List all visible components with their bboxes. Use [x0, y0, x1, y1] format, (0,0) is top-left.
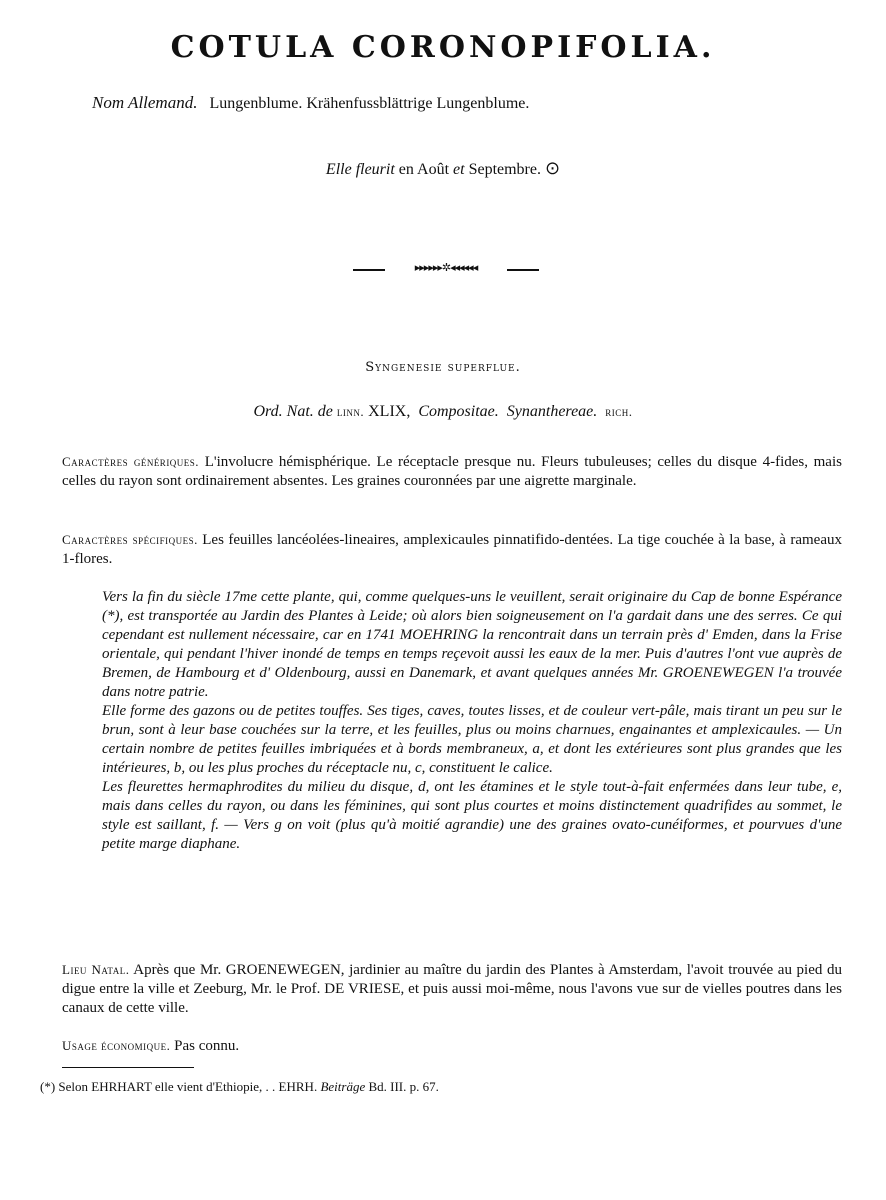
- habitat: [62, 960, 842, 1018]
- description: [102, 588, 842, 854]
- german-names-text: Lungenblume. Krähenfussblättrige Lungenblume.: [209, 95, 530, 112]
- flowering-rest-1: en Août: [394, 161, 454, 178]
- specific-characters: [62, 530, 842, 569]
- ord-family-2: Synanthereae.: [506, 403, 598, 420]
- german-names-label: Nom Allemand.: [92, 93, 198, 112]
- footnote-ref: Beiträge: [320, 1079, 366, 1094]
- class-heading: Syngenesie superflue.: [365, 360, 521, 375]
- footnote-rule: [62, 1067, 194, 1068]
- description-paragraph-morphology: Elle forme des gazons ou de petites touffes. Ses tiges, caves, toutes lisses, et de couleur vert-pâle, mais tirant un peu sur le brun, sont à leur base couchées sur la terre, et les feuilles, plus ou moins charnues, engainantes et amplexicaules. — Un certain nombre de petites feuilles imbriquées et à bords membraneux, a, et dont les extérieures sont plus grandes que les intérieures, b, ou les plus proches du réceptacle nu, c, constituent le calice.: [102, 703, 842, 776]
- ornament-icon: ▸▸▸▸▸▸✲◂◂◂◂◂◂: [414, 261, 478, 274]
- description-paragraph-history: Vers la fin du siècle 17me cette plante, qui, comme quelques-uns le veuillent, serait originaire du Cap de bonne Espérance (*), est transportée au Jardin des Plantes à Leide; où alors bien soigneusement on l'a gardait dans une des serres. Ce qui cependant est nullement nécessaire, car en 1741 MOEHRING la rencontrait dans un terrain près d' Emden, dans la Frise orientale, qui pendant l'hiver inondé de temps en temps reçevoit aussi les eaux de la mer. Puis d'autres l'ont vue auprès de Bremen, de Hambourg et d' Oldenbourg, aussi en Danemark, et avant quelques années Mr. GROENEWEGEN l'a trouvée dans notre patrie.: [102, 589, 842, 700]
- ord-rich: rich.: [605, 404, 633, 419]
- usage-label: Usage économique.: [62, 1038, 171, 1053]
- description-paragraph-flowers: Les fleurettes hermaphrodites du milieu du disque, d, ont les étamines et le style tout-à-fait enfermées dans leur tube, e, mais dans celles du rayon, ou dans les féminines, qui sont plus courtes et moins distinctement quadrifides au sommet, le style est saillant, f. — Vers g on voit (plus qu'à moitié agrandie) une des graines ovato-cunéiformes, et pourvues d'une petite marge diaphane.: [102, 779, 842, 852]
- ord-number: XLIX,: [364, 403, 411, 420]
- footnote-rest: Bd. III. p. 67.: [365, 1079, 439, 1094]
- flowering-et: et: [453, 161, 465, 178]
- footnote-mark: (*): [40, 1079, 56, 1094]
- economic-usage: [62, 1036, 842, 1056]
- ord-label: Ord. Nat. de: [253, 403, 333, 420]
- flowering-prefix: Elle fleurit: [325, 161, 395, 178]
- flowering-rest-2: Septembre.: [464, 161, 545, 178]
- specific-label: Caractères spécifiques.: [62, 532, 198, 547]
- generic-characters: [62, 452, 842, 491]
- ord-family-1: Compositae.: [418, 403, 499, 420]
- habitat-label: Lieu Natal.: [62, 962, 130, 977]
- generic-text: L'involucre hémisphérique. Le réceptacle presque nu. Fleurs tubuleuses; celles du disque 4-fides, mais celles du rayon sont ordinairement absentes. Les graines couronnées par une aigrette marginale.: [62, 454, 842, 489]
- flowering-line: [0, 158, 886, 179]
- usage-text: Pas connu.: [170, 1038, 240, 1054]
- ornament-divider: [353, 261, 539, 276]
- footnote-text: Selon EHRHART elle vient d'Ethiopie, . . EHRH.: [55, 1079, 321, 1094]
- footnote: [40, 1079, 840, 1095]
- page-title: COTULA CORONOPIFOLIA.: [170, 30, 716, 65]
- habitat-text: Après que Mr. GROENEWEGEN, jardinier au maître du jardin des Plantes à Amsterdam, l'avoit trouvée au pied du digue entre la ville et Zeeburg, Mr. le Prof. DE VRIESE, et puis aussi moi-même, nous l'avons vue sur de vielles poutres dans les canaux de cette ville.: [62, 962, 842, 1016]
- ord-linn: linn.: [336, 404, 365, 419]
- generic-label: Caractères génériques.: [62, 454, 200, 469]
- specific-text: Les feuilles lancéolées-lineaires, amplexicaules pinnatifido-dentées. La tige couchée à la base, à rameaux 1-flores.: [62, 532, 842, 567]
- german-names: [92, 93, 852, 113]
- natural-order-line: [0, 403, 886, 421]
- annual-symbol-icon: ⊙: [544, 158, 561, 178]
